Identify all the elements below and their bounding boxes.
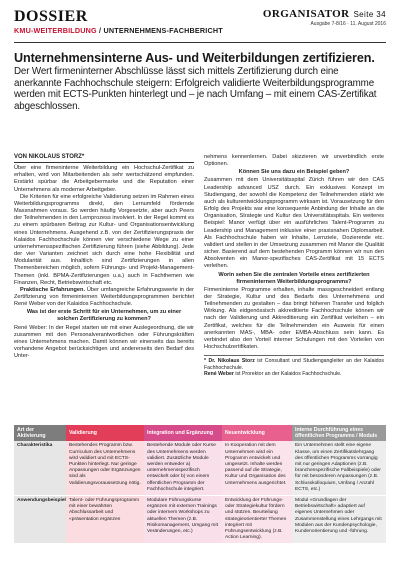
table-row: [14, 441, 386, 495]
dossier-label: DOSSIER: [14, 8, 88, 25]
table-header-row: [14, 425, 386, 441]
article-title: Unternehmensinterne Aus- und Weiterbildungen zertifizieren.: [14, 51, 375, 65]
table-header-cell: Integration und Ergänzung: [144, 425, 222, 441]
byline-rule: [14, 162, 194, 163]
masthead: [263, 8, 386, 27]
table-cell: Bestehendes Programm bzw. Curriculum des Unternehmens wird validiert und mit ECTS-Punkten hinterlegt. Nur geringe Anpassungen oder Ergänzungen sind als Validierungsvoraussetzung nötig.: [66, 441, 144, 495]
bio-name: René Weber: [204, 371, 234, 378]
table-header-cell: Validierung: [66, 425, 144, 441]
paragraph: Zusammen mit dem Universitätsspital Zürich führen wir den CAS Leadership advanced USZ durch. Ein exklusives Konzept im Studiengang, der sowohl die Kompetenz der Teilnehmenden stärkt wie auch als kulturentwicklungsprogramm wirksam ist. Vorausetzung für den Erfolg des Projekts war eine konsequente Anbindung der Inhalte an die Organisation, Strategie und Kultur des Universitätsspitals. Ein weiteres Beispiel: Manor verfügt über ein ausführliches Talent-Programm zu Leadership und Management inklusive einer praxisnahen Diplomarbeit. Als Fachhochschule haben wir Inhalte, Lernziele, Dozierende etc. validiert und stellen in der Umsetzung zusammen mit Manor die Qualität sicher. Basierend auf dem bestehenden Programm können wir nun den Absolventen ein Manor-spezifisches CAS-Zertifikat mit 15 ECTS verleihen.: [204, 177, 384, 270]
bio-name: * Dr. Nikolaus Storz: [204, 358, 255, 365]
article-lead: Der Wert firmeninterner Abschlüsse lässt sich mittels Zertifizierung durch eine anerkannte Fachhochschule steigern: Erfolgreich validierte Weiterbildungsprogramme werden mit ECTS-Punkten hinterlegt und – je nach Umfang – mit einem CAS-Zertifikat abgeschlossen.: [14, 66, 377, 112]
table-row: [14, 496, 386, 544]
paragraph: [14, 287, 194, 308]
header-rule: [14, 42, 386, 43]
author-byline: VON NIKOLAUS STORZ*: [14, 154, 85, 160]
table-header-cell: Neuentwicklung: [222, 425, 292, 441]
bio-text: ist Prorektor an der Kalaidos Fachhochschule.: [233, 371, 342, 378]
paragraph: nehmens kennenlernen. Dabei skizzieren wir unverbindlich erste Optionen.: [204, 154, 384, 168]
paragraph: Firmeninterne Programme erhalten, inhalte massgeschneidert entlang der Strategie, Kultur und des Bedarfs des Unternehmens und Teilnehmenden zu gestalten – das bringt höheren Transfer und folglich Wirkung. Als eidgenössisch akkreditierte Fachhochschule können wir nach der Validierung und Akkreditierung ein Zertifikat verleihen – ein Zertifikat, welches für die Teilnehmenden ein Ausweis für einen anerkannten MAS-, MBA- oder EMBA-Abschluss sein kann. Es verbindet also den Vorteil interner Schulungen mit den Vorteilen von Hochschulzertifikaten.: [204, 286, 384, 351]
interview-question: Was ist der erste Schritt für ein Unternehmen, um zu einer solchen Zertifizierung zu kommen?: [26, 309, 182, 323]
magazine-brand: [263, 8, 386, 20]
bio-text: ist Consultant und Studiengangleiter an der Kalaidos Fachhochschule.: [204, 358, 384, 371]
table-row-head: Charakteristika: [14, 441, 66, 495]
table-cell: Talent- oder Führungsprogramm mit einer bewährten Abschlussarbeit und «präsentation ergänzen: [66, 496, 144, 544]
page-header: [14, 6, 386, 42]
section-rest: / UNTERNEHMENS-FACHBERICHT: [96, 26, 223, 35]
paragraph-kicker: Praktische Erfahrungen.: [20, 286, 85, 293]
table-cell: Bestehende Module oder Kurse des Unternehmens werden validiert. Zusätzliche Module werden entweder a) unternehmensspezifisch entwickelt oder b) von einem öffentlichen Programm der Fachhochschule integriert.: [144, 441, 222, 495]
paragraph-text: Über umfangreiche Erfahrungswerte in der Zertifizierung von firmeninternen Weiterbildungsprogrammen berichtet René Weber von der Kalaidos Fachhochschule.: [14, 286, 194, 308]
table-header-cell: Interne Durchführung eines öffentlichen Programms / Moduls: [292, 425, 386, 441]
column-right: [204, 154, 384, 378]
bio-line: [204, 371, 384, 378]
table-header-cell: Art der Aktivierung: [14, 425, 66, 441]
section-accent: KMU-WEITERBILDUNG: [14, 26, 97, 35]
paragraph: Die Kriterien für eine erfolgreiche Validierung setzen im Rahmen eines Weiterbildungsprogramms direkt, den Lernumfeld fördernde Massnahmen voraus. So werden häufig Vorgesetzte, aber auch Peers der Teilnehmenden in den Lernprozess involviert. In der Regel kommt es zu einem spürbaren Beitrag zur Kultur- und Organisationsentwicklung eines Unternehmens. Ausgehend z.B. von der Zertifizierungspraxis der Kalaidos Fachhochschule können vier verschiedene Wege zu einer unternehmensspezifischen Zertifizierung führen (siehe Abbildung). Jede der vier Varianten zeichnet sich durch eine hohe Flexibilität und Modularität aus. Inhaltlich sind Zertifizierungen in allen Themenbereichen möglich, sofern Führungs- und Projekt-Management-Themen (inkl. BPMA-Zertifizierungen u.a.) auch in Fachthemen wie Finanzen, Recht, Betriebswirtschaft etc.: [14, 193, 195, 286]
paragraph: Über eine firmeninterne Weiterbildung ein Hochschul-Zertifikat zu erhalten, wird von Mitarbeitenden als sehr wertschätzend empfunden. Erstärkt spürbar die Arbeitgebermarke und die Reputation einer Unternehmens als moderner Arbeitgeber.: [14, 165, 194, 193]
interview-question: Können Sie uns dazu ein Beispiel geben?: [238, 169, 350, 176]
interview-question: Worin sehen Sie die zentralen Vorteile eines zertifizierten firmeninternen Weiterbildungsprogramms?: [218, 271, 370, 285]
table-cell: In Kooperation mit dem Unternehmen wird ein Programm entwickelt und umgesetzt. Inhalte werden passend auf die Strategie, Kultur und Organisation des Unternehmens ausgerichtet.: [222, 441, 292, 495]
table-cell: Modul «Grundlagen der Betriebswirtschaft» adaptiert auf eigenes Unternehmen oder Zusammenstellung eines Lehrgangs mit Modulen aus der Kundenpsychologie, Kundenorientierung und -führung.: [292, 496, 386, 544]
bio-line: [204, 358, 384, 371]
page-number: Seite 34: [353, 10, 386, 19]
table-cell: Entwicklung der Führungs- oder Strategiekultur fördern und stützen. Beurteilung strategieorientierter Themen integriert mit Führungsentwicklung (z.B. Action Learning).: [222, 496, 292, 544]
table-row-head: Anwendungsbeispiel: [14, 496, 66, 544]
article-body: [14, 154, 386, 422]
section-label: [14, 26, 223, 35]
table-cell: Modulare Führungskurse ergänzen mit externen Trainings oder internem Workshops zu aktuellen Themen (z.B. Risikomanagement, Umgang mit Veränderungen, etc.): [144, 496, 222, 544]
author-bios: [204, 355, 384, 378]
table-cell: Ein Unternehmen stellt eine eigene Klasse, um einen Zertifikatslehrgang des öffentlichen Programms vorrangig mit nur geringen Adaptionen (z.B. branchenspezifische Fallbeispiele) oder für mit besonderen Anpassungen (z.B. Schlusskolloquium, Umfang / Anzahl ECTS, etc.): [292, 441, 386, 495]
issue-info: Ausgabe 7-8/16 · 11. August 2016: [310, 21, 386, 27]
brand-name: ORGANISATOR: [262, 8, 350, 20]
certification-table: [14, 425, 386, 544]
column-left: [14, 154, 194, 360]
paragraph: René Weber: In der Regel starten wir mit einer Auslegeordnung, die wir zusammen mit den Personalverantwortlichen oder Führungskräften eines Unternehmens machen. Damit können wir einerseits das bereits vorhandene Angebot berücksichtigen und andererseits den Bedarf des Unter-: [14, 324, 194, 360]
